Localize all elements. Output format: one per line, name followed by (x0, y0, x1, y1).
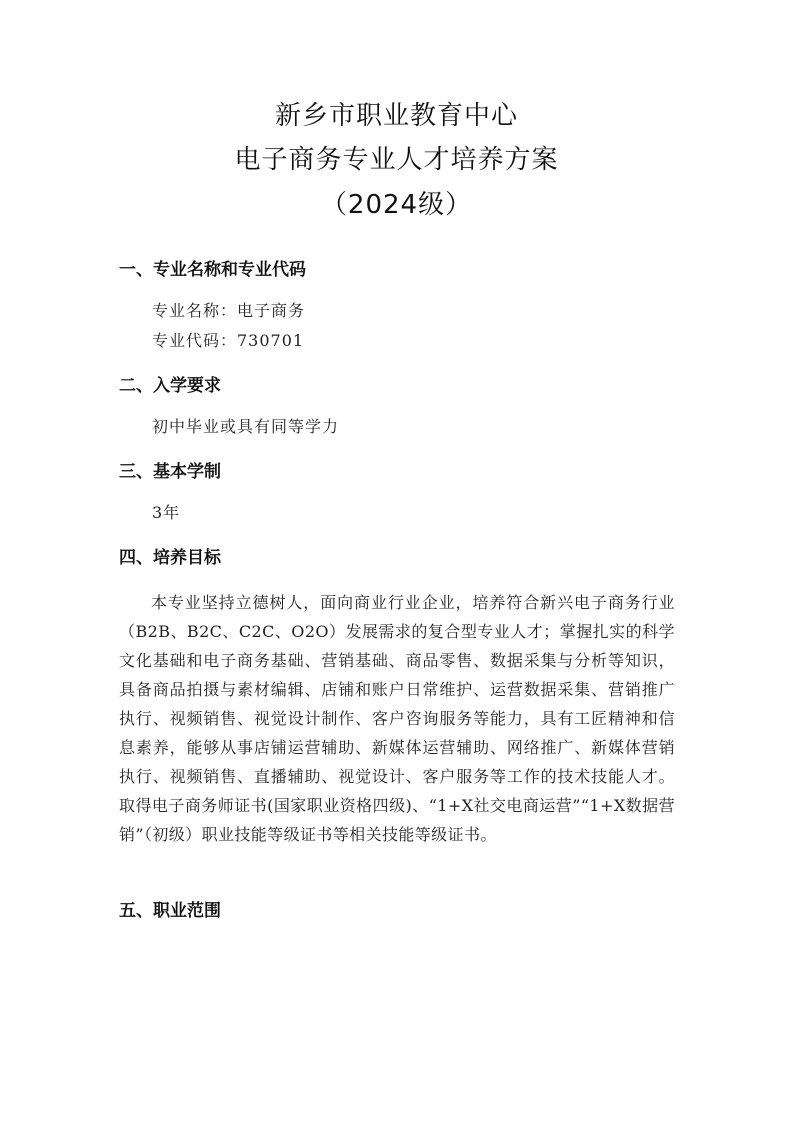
document-title-line-2: 电子商务专业人才培养方案 (234, 145, 559, 175)
admission-requirement-line: 初中毕业或具有同等学力 (152, 417, 340, 436)
major-name-line: 专业名称：电子商务 (152, 301, 306, 320)
section-heading-duration: 三、基本学制 (119, 462, 221, 482)
document-title-line-3: （2024级） (320, 190, 473, 220)
document-title-line-1: 新乡市职业教育中心 (274, 101, 518, 131)
section-heading-admission: 二、入学要求 (119, 376, 221, 396)
section-heading-career-scope: 五、职业范围 (119, 901, 221, 921)
section-heading-major: 一、专业名称和专业代码 (119, 260, 306, 280)
major-code-line: 专业代码：730701 (152, 331, 305, 350)
objectives-paragraph: 本专业坚持立德树人，面向商业行业企业，培养符合新兴电子商务行业（B2B、B2C、C2C、O2O）发展需求的复合型专业人才；掌握扎实的科学文化基础和电子商务基础、营销基础、商品零售、数据采集与分析等知识，具备商品拍摄与素材编辑、店铺和账户日常维护、运营数据采集、营销推广执行、视频销售、视觉设计制作、客户咨询服务等能力，具有工匠精神和信息素养，能够从事店铺运营辅助、新媒体运营辅助、网络推广、新媒体营销执行、视频销售、直播辅助、视觉设计、客户服务等工作的技术技能人才。取得电子商务师证书(国家职业资格四级)、“1+X社交电商运营”“1+X数据营销”（初级）职业技能等级证书等相关技能等级证书。 (119, 593, 675, 844)
duration-line: 3年 (152, 503, 181, 522)
section-heading-objectives: 四、培养目标 (119, 548, 221, 568)
